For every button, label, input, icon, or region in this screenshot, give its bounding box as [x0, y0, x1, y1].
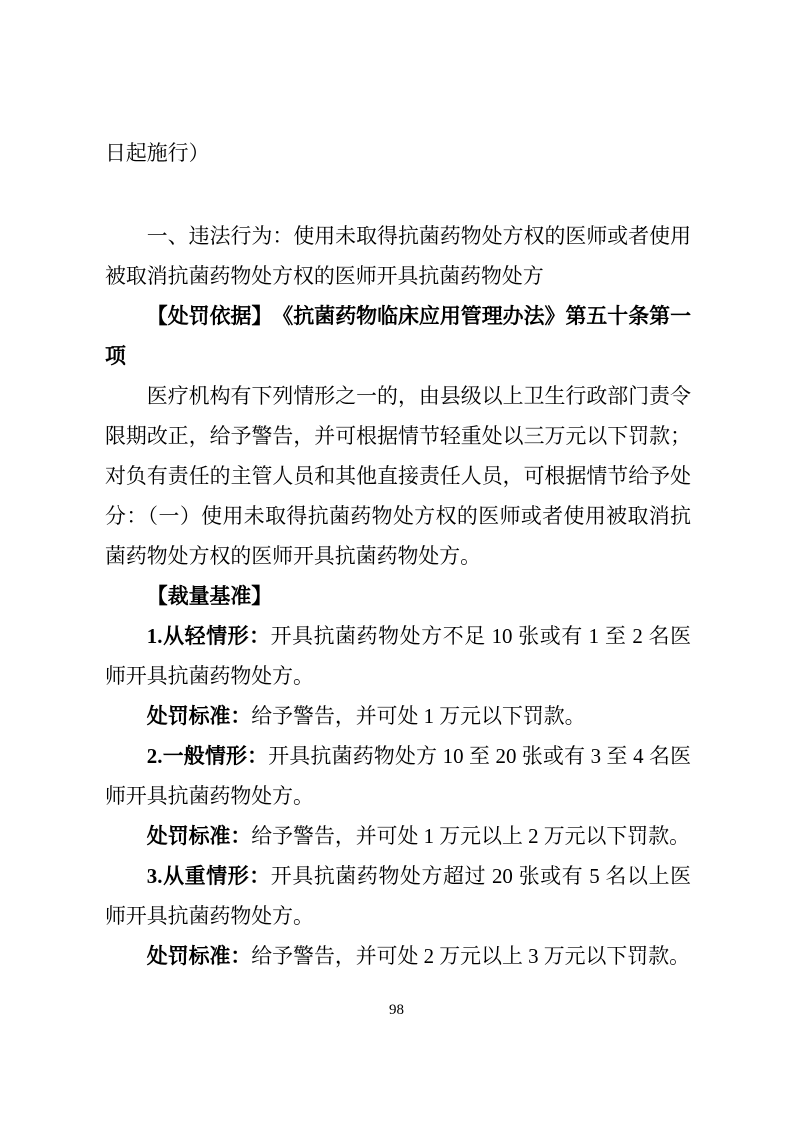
page-number: 98 [389, 1002, 404, 1018]
bold-run: 处罚标准： [146, 704, 252, 728]
bold-run: 【处罚依据】 《抗菌药物临床应用管理办法》第五十条第一项 [105, 304, 691, 368]
bold-run: 2.一般情形： [146, 744, 269, 768]
paragraph-heavy-penalty-standard [105, 936, 691, 976]
text-run: 日起施行） [105, 141, 210, 165]
paragraph-continuation-line [105, 133, 691, 173]
text-run: 开具抗菌药物处方不足 10 张或有 1 至 2 名医师开具抗菌药物处方。 [105, 624, 692, 688]
paragraph-general-penalty-standard [105, 816, 691, 856]
paragraph-regulation-text [105, 376, 691, 576]
paragraph-light-penalty-standard [105, 696, 691, 736]
text-run: 开具抗菌药物处方超过 20 张或有 5 名以上医师开具抗菌药物处方。 [105, 864, 691, 928]
paragraph-light-case [105, 616, 691, 696]
document-body [105, 133, 691, 976]
text-run: 一、违法行为：使用未取得抗菌药物处方权的医师或者使用被取消抗菌药物处方权的医师开具抗菌药物处方 [105, 224, 691, 288]
bold-run: 处罚标准： [146, 944, 252, 968]
paragraph-discretion-benchmark-heading [105, 576, 691, 616]
paragraph-heavy-case [105, 856, 691, 936]
bold-run: 【裁量基准】 [146, 584, 273, 608]
text-run: 开具抗菌药物处方 10 至 20 张或有 3 至 4 名医师开具抗菌药物处方。 [105, 744, 691, 808]
bold-run: 1.从轻情形： [146, 624, 271, 648]
bold-run: 处罚标准： [146, 824, 252, 848]
text-run: 给予警告，并可处 2 万元以上 3 万元以下罚款。 [251, 944, 690, 968]
text-run: 给予警告，并可处 1 万元以上 2 万元以下罚款。 [251, 824, 690, 848]
paragraph-penalty-basis [105, 296, 691, 376]
bold-run: 3.从重情形： [146, 864, 271, 888]
paragraph-general-case [105, 736, 691, 816]
text-run: 医疗机构有下列情形之一的，由县级以上卫生行政部门责令限期改正，给予警告，并可根据情节轻重处以三万元以下罚款；对负有责任的主管人员和其他直接责任人员，可根据情节给予处分：（一）使用未取得抗菌药物处方权的医师或者使用被取消抗菌药物处方权的医师开具抗菌药物处方。 [105, 384, 691, 568]
text-run: 给予警告，并可处 1 万元以下罚款。 [251, 704, 586, 728]
paragraph-violation-heading [105, 216, 691, 296]
